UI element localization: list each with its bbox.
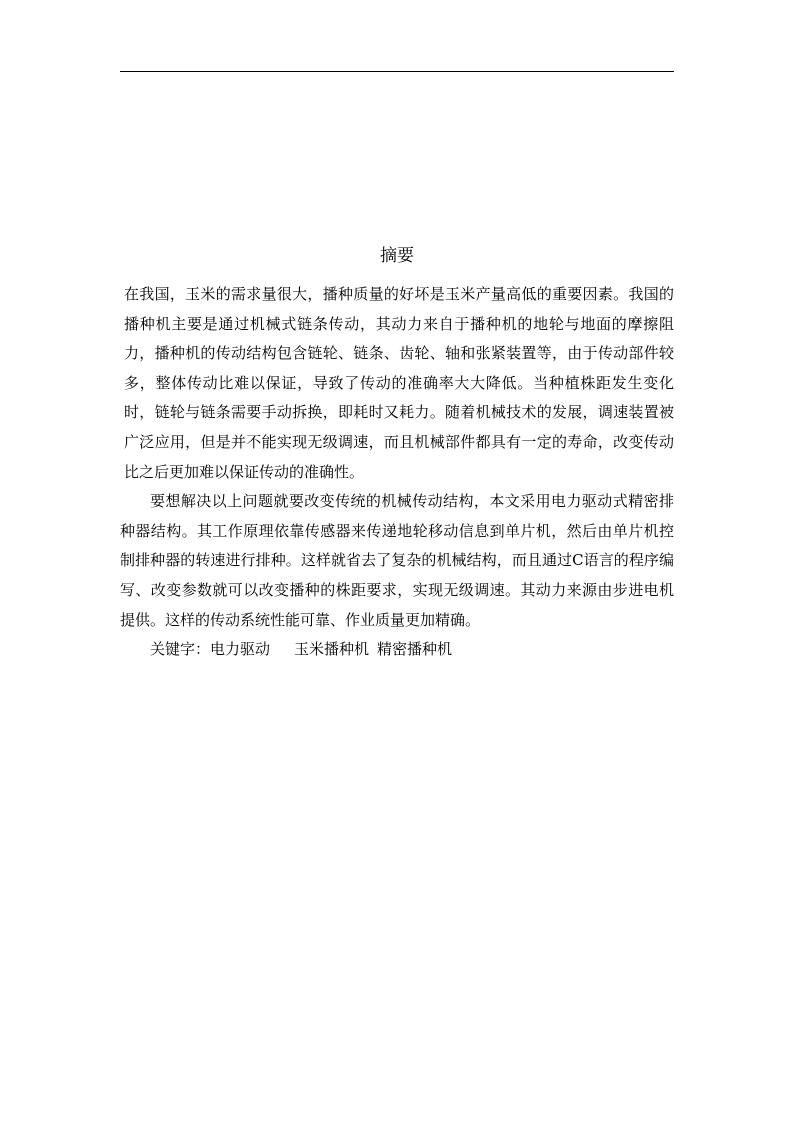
abstract-body	[120, 280, 674, 665]
keyword-item: 电力驱动	[210, 640, 271, 659]
keyword-item: 玉米播种机	[294, 640, 370, 659]
abstract-paragraph-1: 在我国，玉米的需求量很大，播种质量的好坏是玉米产量高低的重要因素。我国的播种机主要是通过机械式链条传动，其动力来自于播种机的地轮与地面的摩擦阻力，播种机的传动结构包含链轮、链条、齿轮、轴和张紧装置等，由于传动部件较多，整体传动比难以保证，导致了传动的准确率大大降低。当种植株距发生变化时，链轮与链条需要手动拆换，即耗时又耗力。随着机械技术的发展，调速装置被广泛应用，但是并不能实现无级调速，而且机械部件都具有一定的寿命，改变传动比之后更加难以保证传动的准确性。	[124, 285, 674, 481]
keywords-label: 关键字：	[150, 640, 211, 659]
keywords-line	[120, 635, 674, 665]
abstract-paragraph-2: 要想解决以上问题就要改变传统的机械传动结构，本文采用电力驱动式精密排种器结构。其工作原理依靠传感器来传递地轮移动信息到单片机，然后由单片机控制排种器的转速进行排种。这样就省去了复杂的机械结构，而且通过C语言的程序编写、改变参数就可以改变播种的株距要求，实现无级调速。其动力来源由步进电机提供。这样的传动系统性能可靠、作业质量更加精确。	[120, 492, 674, 629]
abstract-title: 摘要	[380, 246, 414, 266]
keyword-item: 精密播种机	[377, 640, 453, 659]
header-rule	[120, 71, 674, 72]
